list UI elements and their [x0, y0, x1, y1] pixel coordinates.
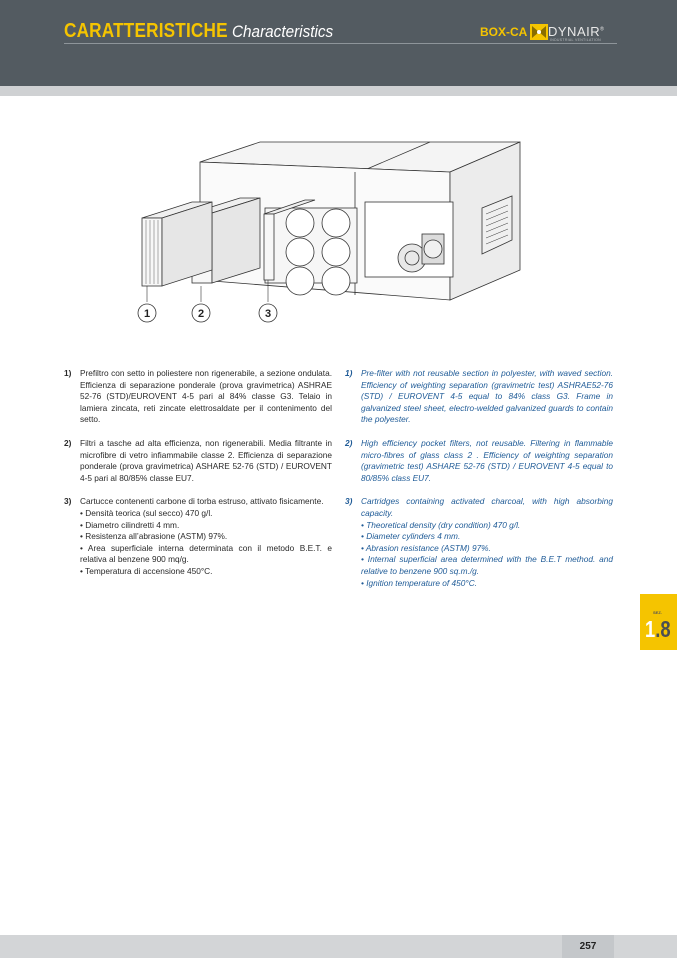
header-strip	[0, 86, 677, 96]
english-item-3-num: 3)	[345, 496, 353, 507]
section-number: 1.8	[645, 616, 671, 642]
english-item-3-text: Cartridges containing activated charcoal, with high absorbing capacity.	[361, 496, 613, 518]
italian-item-2	[64, 438, 332, 484]
english-bullet: • Ignition temperature of 450°C.	[361, 577, 477, 588]
english-bullet: • Theoretical density (dry condition) 470 g/l.	[361, 519, 521, 530]
english-item-1	[345, 368, 613, 426]
unit-drawing	[100, 130, 540, 330]
callout-2	[192, 304, 210, 322]
italian-column	[64, 368, 332, 590]
english-bullet: • Internal superficial area determined with the B.E.T method. and relative to benzene 900 sq.m./g.	[361, 554, 613, 576]
english-item-2-num: 2)	[345, 437, 353, 448]
section-label: SEZ.	[653, 610, 662, 615]
english-item-1-num: 1)	[345, 368, 353, 378]
carbon-cartridges	[265, 208, 357, 295]
header-divider	[64, 43, 617, 44]
italian-item-3-text: Cartucce contenenti carbone di torba estruso, attivato fisicamente.	[80, 496, 324, 507]
italian-item-3	[64, 496, 332, 577]
english-bullet: • Abrasion resistance (ASTM) 97%.	[361, 542, 491, 553]
english-bullet: • Diameter cylinders 4 mm.	[361, 531, 461, 542]
brand-tagline: INDUSTRIAL VENTILATION	[550, 38, 601, 42]
italian-item-2-text: Filtri a tasche ad alta efficienza, non rigenerabili. Media filtrante in microfibre di vetro infiammabile classe 2. Efficienza di separazione ponderale (prova gravimetrica) ASHARE 52-76 (STD) / EUROVENT 4-5 pari al 80/85% classe EU7.	[80, 437, 332, 483]
page-subtitle: Characteristics	[232, 22, 334, 41]
callout-1	[138, 304, 156, 322]
pre-filter	[142, 202, 212, 286]
italian-item-2-num: 2)	[64, 437, 72, 448]
italian-item-1-text: Prefiltro con setto in poliestere non rigenerabile, a sezione ondulata. Efficienza di separazione ponderale (prova gravimetrica) ASHRAE 52-76 (STD)/EUROVENT 4-5 pari al 84% classe G3. Telaio in lamiera zincata, reti zincate elettrosaldate per il contenimento del setto.	[80, 368, 332, 425]
callout-3-label: 3	[264, 308, 272, 320]
callout-2-label: 2	[197, 308, 205, 320]
brand-name: DYNAIR®	[548, 24, 605, 39]
product-code: BOX-CA	[480, 25, 528, 39]
italian-bullet: • Diametro cilindretti 4 mm.	[80, 519, 180, 530]
callout-1-label: 1	[143, 308, 151, 320]
italian-bullet: • Area superficiale interna determinata con il metodo B.E.T. e relativa al benzene 900 mq/g.	[80, 542, 332, 565]
english-item-1-text: Pre-filter with not reusable section in polyester, with waved section. Efficiency of weighting separation (gravimetric test) ASHRAE52-76 (STD) / EUROVENT 4-5 equal to 84% class G3. Frame in galvanized steel sheet, electro-welded galvanized guards to contain the polyester.	[361, 368, 613, 425]
italian-item-3-num: 3)	[64, 496, 72, 507]
english-item-2-text: High efficiency pocket filters, not reusable. Filtering in flammable micro-fibres of glass class 2 . Efficiency of weighting separation (gravimetric test) ASHARE 52-76 (STD) / EUROVENT 4-5 equal to 80/85% class EU7.	[361, 437, 613, 483]
italian-bullet: • Densità teorica (sul secco) 470 g/l.	[80, 507, 213, 518]
page-title: CARATTERISTICHE	[64, 20, 228, 42]
english-item-2	[345, 438, 613, 484]
english-item-3	[345, 496, 613, 589]
italian-item-1-num: 1)	[64, 368, 72, 378]
italian-item-1	[64, 368, 332, 426]
dynair-logo-icon	[530, 24, 548, 40]
english-column	[345, 368, 613, 601]
callout-3	[259, 304, 277, 322]
italian-bullet: • Temperatura di accensione 450°C.	[80, 565, 213, 576]
page-number: 257	[562, 935, 614, 958]
italian-bullet: • Resistenza all’abrasione (ASTM) 97%.	[80, 531, 228, 542]
